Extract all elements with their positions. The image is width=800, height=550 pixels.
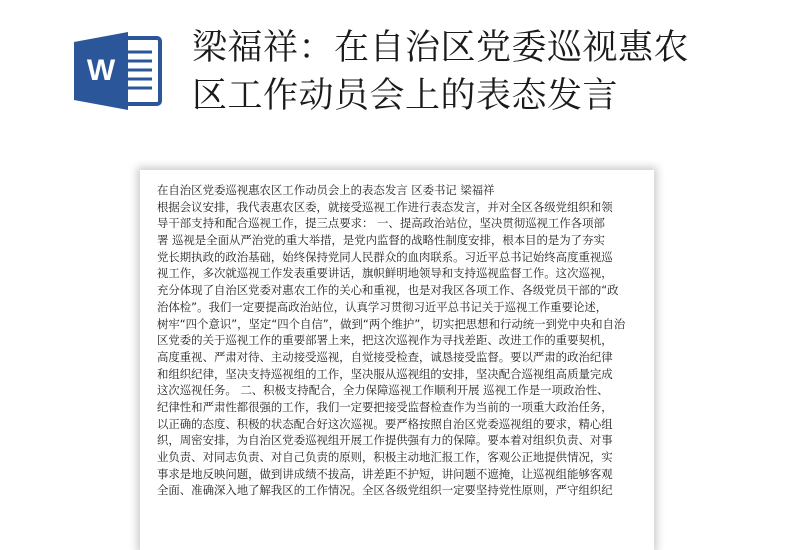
word-icon [72,30,166,112]
document-line: 树牢“四个意识”，坚定“四个自信”，做到“两个维护”，切实把思想和行动统一到党中央和自治 [157,316,626,331]
svg-text:W: W [86,54,116,87]
document-line: 导干部支持和配合巡视工作，提三点要求： 一、提高政治站位，坚决贯彻巡视工作各项部 [157,216,605,231]
document-line: 根据会议安排，我代表惠农区委，就接受巡视工作进行表态发言，并对全区各级党组织和领 [157,199,613,214]
title-line-1: 梁福祥：在自治区党委巡视惠农 [192,28,690,68]
document-line: 全面、准确深入地了解我区的工作情况。全区各级党组织一定要坚持党性原则，严守组织纪 [157,483,613,498]
document-line: 织，周密安排，为自治区党委巡视组开展工作提供强有力的保障。要本着对组织负责、对事 [157,433,613,448]
document-line: 署 巡视是全面从严治党的重大举措，是党内监督的战略性制度安排，根本目的是为了夯实 [157,233,605,248]
page-header [0,0,800,160]
title-line-2: 区工作动员会上的表态发言 [192,76,619,116]
page-title [192,24,782,120]
document-line: 事求是地反映问题，做到讲成绩不拔高，讲差距不护短，讲问题不遮掩，让巡视组能够客观 [157,466,613,481]
document-line: 治体检”。我们一定要提高政治站位，认真学习贯彻习近平总书记关于巡视工作重要论述， [157,299,608,314]
document-line: 以正确的态度、积极的状态配合好这次巡视。要严格按照自治区党委巡视组的要求，精心组 [157,416,613,431]
document-line: 在自治区党委巡视惠农区工作动员会上的表态发言 区委书记 梁福祥 [157,183,495,197]
document-line: 纪律性和严肃性都很强的工作，我们一定要把接受监督检查作为当前的一项重大政治任务， [157,399,613,414]
document-body [157,182,641,499]
document-line: 充分体现了自治区党委对惠农工作的关心和重视，也是对我区各项工作、各级党员干部的“政 [157,283,619,298]
document-line: 视工作，多次就巡视工作发表重要讲话，旗帜鲜明地领导和支持巡视监督工作。这次巡视， [157,266,613,281]
document-line: 和组织纪律，坚决支持巡视组的工作，坚决服从巡视组的安排，坚决配合巡视组高质量完成 [157,366,613,381]
document-line: 党长期执政的政治基础，始终保持党同人民群众的血肉联系。习近平总书记始终高度重视巡 [157,249,613,264]
document-line: 区党委的关于巡视工作的重要部署上来，把这次巡视作为寻找差距、改进工作的重要契机， [157,333,613,348]
document-line: 这次巡视任务。 二、积极支持配合，全力保障巡视工作顺利开展 巡视工作是一项政治性、 [157,383,609,398]
document-line: 业负责、对同志负责、对自己负责的原则，积极主动地汇报工作，客观公正地提供情况，实 [157,450,613,464]
document-line: 高度重视、严肃对待、主动接受巡视，自觉接受检查，诚恳接受监督。要以严肃的政治纪律 [157,349,613,364]
